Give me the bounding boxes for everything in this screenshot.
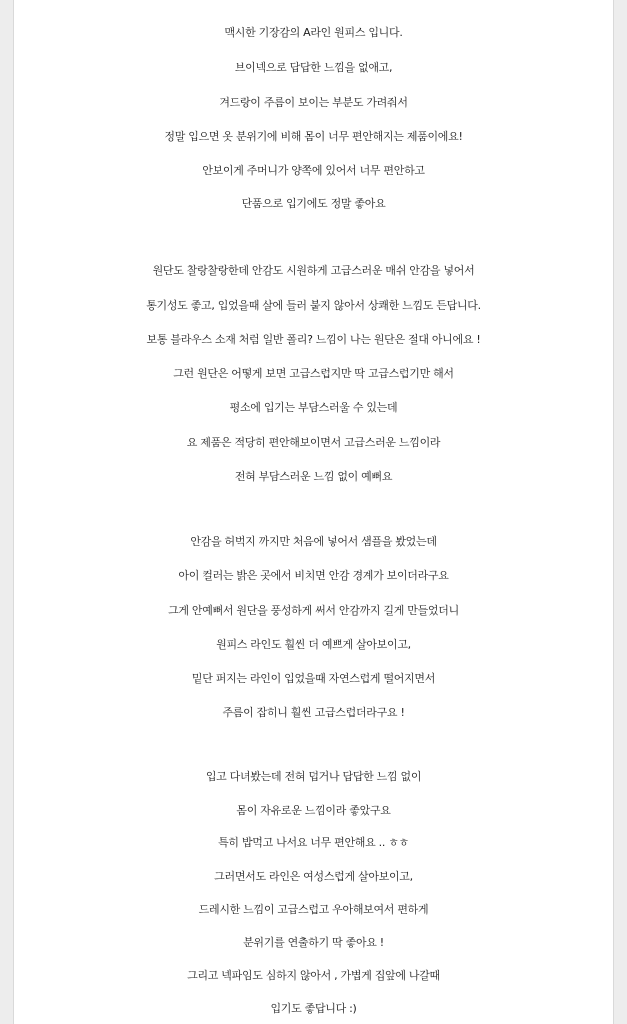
text-line: 그런 원단은 어떻게 보면 고급스럽지만 딱 고급스럽기만 해서	[173, 366, 454, 380]
text-line: 안보이게 주머니가 양쪽에 있어서 너무 편안하고	[202, 163, 425, 177]
text-line: 정말 입으면 옷 분위기에 비해 몸이 너무 편안해지는 제품이에요!	[164, 129, 463, 143]
text-line: 평소에 입기는 부담스러울 수 있는데	[229, 400, 398, 414]
text-line: 보통 블라우스 소재 처럼 일반 폴리? 느낌이 나는 원단은 절대 아니에요 !	[146, 332, 481, 346]
text-line: 아이 컬러는 밝은 곳에서 비치면 안감 경계가 보이더라구요	[178, 569, 449, 583]
text-line: 요 제품은 적당히 편안해보이면서 고급스러운 느낌이라	[186, 435, 441, 449]
text-line: 전혀 부담스러운 느낌 없이 예뻐요	[234, 469, 393, 483]
text-line: 맥시한 기장감의 A라인 원피스 입니다.	[224, 26, 403, 39]
text-line: 단품으로 입기에도 정말 좋아요	[241, 197, 386, 211]
text-line: 그러면서도 라인은 여성스럽게 살아보이고,	[214, 870, 413, 884]
left-page-edge	[0, 0, 14, 1024]
text-line: 몸이 자유로운 느낌이라 좋았구요	[236, 803, 391, 817]
text-line: 입고 다녀봤는데 전혀 덥거나 답답한 느낌 없이	[205, 769, 422, 783]
text-line: 통기성도 좋고, 입었을때 살에 들러 붙지 않아서 상쾌한 느낌도 든답니다.	[146, 299, 481, 312]
product-description	[14, 0, 613, 1024]
text-line: 밑단 퍼지는 라인이 입었을때 자연스럽게 떨어지면서	[191, 671, 436, 685]
text-line: 원피스 라인도 훨씬 더 예쁘게 살아보이고,	[216, 637, 411, 651]
right-page-edge	[613, 0, 627, 1024]
text-line: 드레시한 느낌이 고급스럽고 우아해보여서 편하게	[198, 903, 429, 917]
text-line: 원단도 찰랑찰랑한데 안감도 시원하게 고급스러운 매쉬 안감을 넣어서	[152, 264, 475, 278]
text-line: 그리고 넥파임도 심하지 않아서 , 가볍게 집앞에 나갈때	[187, 969, 440, 983]
text-line: 겨드랑이 주름이 보이는 부분도 가려줘서	[219, 95, 408, 109]
text-line: 그게 안예뻐서 원단을 풍성하게 써서 안감까지 길게 만들었더니	[168, 604, 459, 617]
text-line: 주름이 잡히니 훨씬 고급스럽더라구요 !	[222, 705, 405, 719]
text-line: 입기도 좋답니다 :)	[270, 1002, 357, 1015]
text-line: 안감을 허벅지 까지만 처음에 넣어서 샘플을 봤었는데	[190, 535, 437, 549]
text-line: 분위기를 연출하기 딱 좋아요 !	[243, 936, 384, 950]
text-line: 특히 밥먹고 나서요 너무 편안해요 .. ㅎㅎ	[218, 836, 409, 850]
text-line: 브이넥으로 답답한 느낌을 없애고,	[234, 60, 393, 74]
